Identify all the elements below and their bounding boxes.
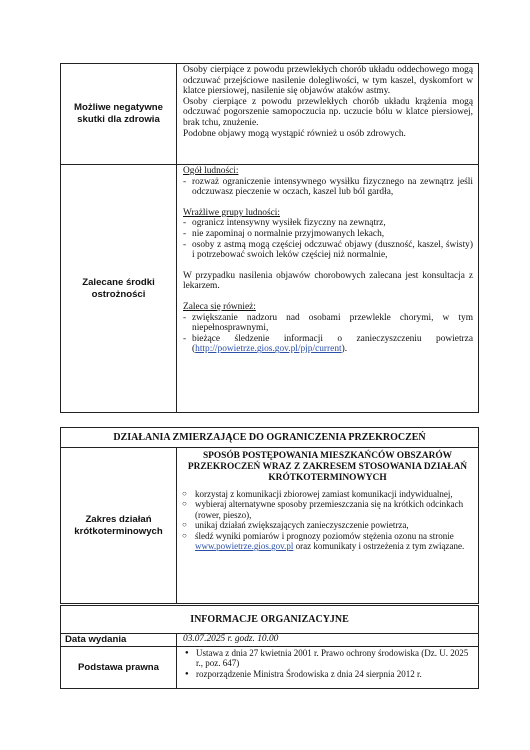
list-item: - nie zapominaj o normalnie przyjmowanych lekach, — [183, 229, 473, 240]
measures-cell — [177, 165, 479, 413]
scope-list — [182, 489, 473, 551]
list-item: ● Ustawa z dnia 27 kwietnia 2001 r. Prawo ochrony środowiska (Dz. U. 2025 r., poz. 647) — [183, 648, 473, 669]
date-label — [61, 634, 177, 647]
list-item: ○ korzystaj z komunikacji zbiorowej zamiast komunikacji indywidualnej, — [182, 489, 473, 499]
sensitive-list — [183, 218, 473, 260]
legal-list — [183, 648, 473, 679]
air-info-link[interactable]: http://powietrze.gios.gov.pl/pjp/current — [195, 344, 342, 355]
also-heading: Zaleca się również: — [183, 301, 256, 312]
list-item: ○ wybieraj alternatywne sposoby przemieszczania się na krótkich odcinkach (rower, pieszo), — [182, 499, 473, 520]
org-title-text: INFORMACJE ORGANIZACYJNE — [190, 614, 349, 625]
effects-paragraph-3: Podobne objawy mogą wystąpić również u osób zdrowych. — [183, 128, 406, 139]
sensitive-heading: Wrażliwe grupy ludności: — [183, 207, 280, 218]
list-item: - rozważ ograniczenie intensywnego wysiłku fizycznego na zewnątrz jeśli odczuwasz pieczenie w oczach, kaszel lub ból gardła, — [183, 177, 473, 198]
effects-label — [61, 64, 177, 165]
list-item: - ogranicz intensywny wysiłek fizyczny na zewnątrz, — [183, 218, 473, 229]
actions-title — [61, 428, 479, 448]
health-table — [60, 63, 479, 413]
scope-cell — [177, 448, 479, 604]
measures-label — [61, 165, 177, 413]
forecast-text: śledź wyniki pomiarów i prognozy poziomów stężenia ozonu na stronie — [195, 530, 454, 541]
effects-paragraph-2: Osoby cierpiące z powodu przewlekłych chorób układu krążenia mogą odczuwać pogorszenie samopoczucia np. uczucie bólu w klatce piersiowej, brak tchu, znużenie. — [183, 96, 473, 128]
date-label-text: Data wydania — [65, 634, 127, 645]
general-heading: Ogół ludności: — [183, 166, 239, 176]
list-item: - osoby z astmą mogą częściej odczuwać objawy (duszność, kaszel, świsty) i potrzebować swoich leków częściej niż normalnie, — [183, 240, 473, 261]
date-value: 03.07.2025 r. godz. 10.00 — [177, 634, 479, 647]
symptoms-note: W przypadku nasilenia objawów chorobowych zalecana jest konsultacja z lekarzem. — [183, 270, 473, 292]
list-item: - zwiększanie nadzoru nad osobami przewlekle chorymi, w tym niepełnosprawnymi, — [183, 313, 473, 334]
legal-label — [61, 647, 177, 689]
list-item: ● rozporządzenie Ministra Środowiska z dnia 24 sierpnia 2012 r. — [183, 669, 473, 679]
scope-subheading: SPOSÓB POSTĘPOWANIA MIESZKAŃCÓW OBSZARÓW PRZEKROCZEŃ WRAZ Z ZAKRESEM STOSOWANIA DZIAŁAŃ KRÓTKOTERMINOWYCH — [187, 451, 468, 483]
also-list — [183, 313, 473, 355]
forecast-link[interactable]: www.powietrze.gios.gov.pl — [195, 541, 294, 552]
list-item: - bieżące śledzenie informacji o zanieczyszczeniu powietrza (http://powietrze.gios.gov.pl/pjp/current). — [183, 334, 473, 355]
scope-label — [61, 448, 177, 604]
org-title — [61, 606, 479, 634]
legal-cell — [177, 647, 479, 689]
forecast-text-end: oraz komunikaty i ostrzeżenia z tym związane. — [295, 541, 465, 552]
legal-label-text: Podstawa prawna — [77, 661, 160, 673]
organizational-table — [60, 605, 479, 689]
air-info-text: bieżące śledzenie informacji o zanieczyszczeniu powietrza — [192, 333, 473, 344]
actions-table — [60, 427, 479, 604]
general-list — [183, 177, 473, 198]
list-item — [182, 531, 473, 552]
list-item: ○ unikaj działań zwiększających zanieczyszczenie powietrza, — [182, 520, 473, 530]
scope-label-text: Zakres działań krótkoterminowych — [74, 513, 163, 537]
effects-paragraph-1: Osoby cierpiące z powodu przewlekłych chorób układu oddechowego mogą odczuwać przejściowe nasilenie dolegliwości, w tym kaszel, dyskomfort w klatce piersiowej, nasilenie się objawów ataków astmy. — [183, 65, 473, 97]
actions-title-text: DZIAŁANIA ZMIERZAJĄCE DO OGRANICZENIA PRZEKROCZEŃ — [113, 432, 426, 443]
effects-label-text: Możliwe negatywne skutki dla zdrowia — [73, 102, 164, 125]
effects-cell — [177, 64, 479, 165]
measures-label-text: Zalecane środki ostrożności — [82, 276, 155, 300]
